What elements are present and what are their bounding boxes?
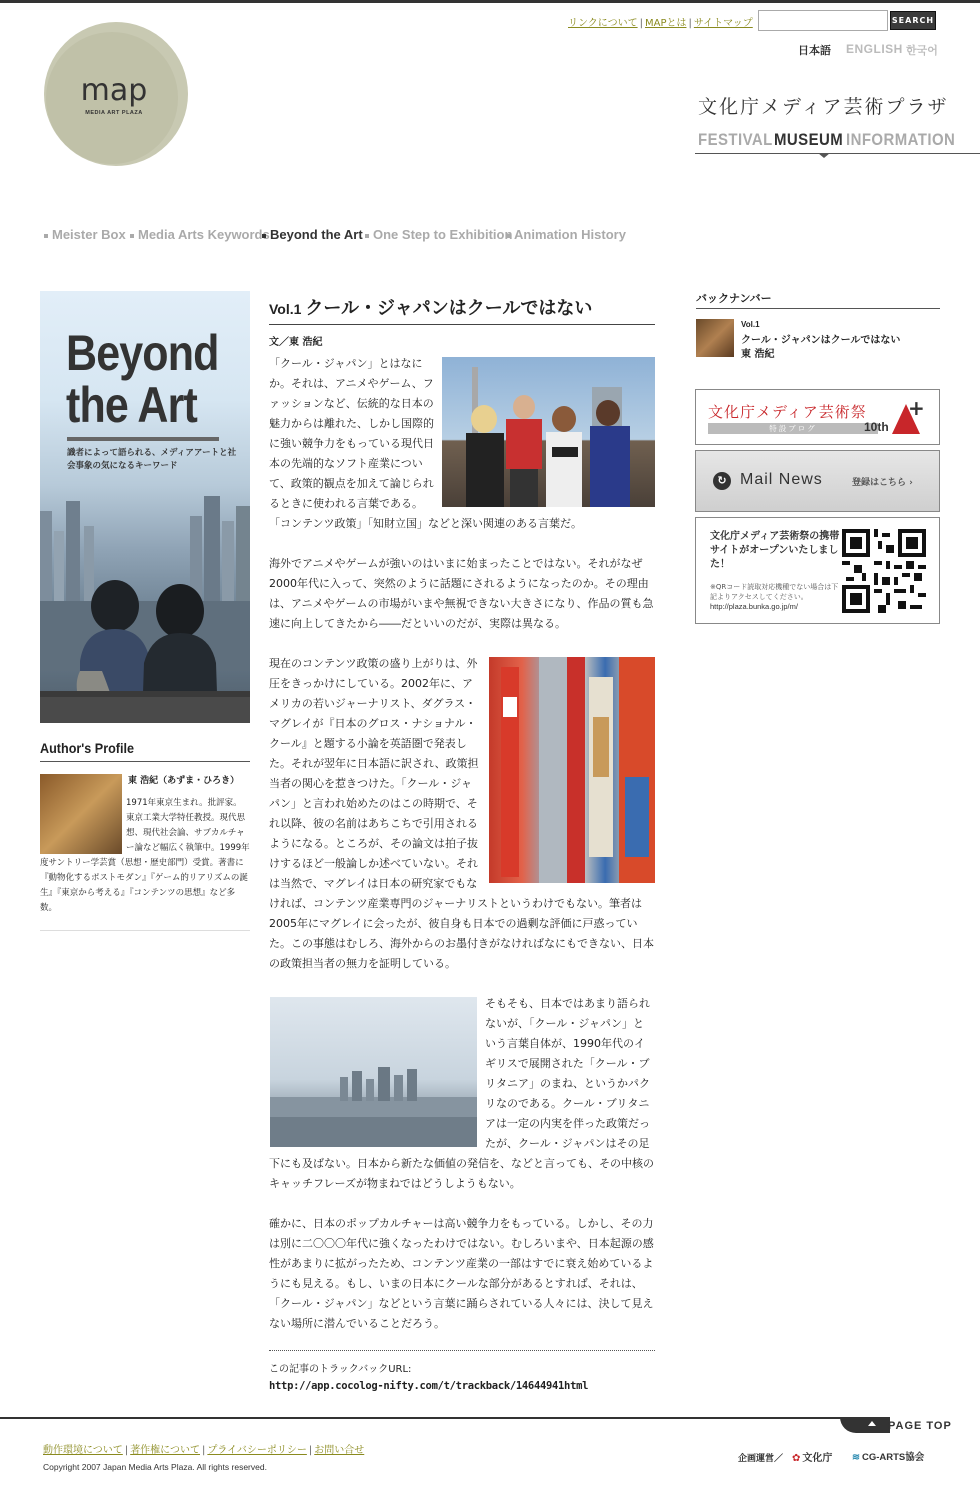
dotted-divider (269, 1350, 655, 1351)
hero-subtitle: 識者によって語られる、メディアアートと社会事象の気になるキーワード (67, 448, 237, 471)
mobile-banner-url[interactable]: http://plaza.bunka.go.jp/m/ (710, 602, 798, 611)
author-bio-text: 1971年東京生まれ。批評家。東京工業大学特任教授。現代思想、現代社会論、サブカルチャー論など幅広く執筆中。1999年度サントリー学芸賞（思想・歴史部門）受賞。著書に『動物化するポストモダン』『ゲーム的リアリズムの誕生』『東京から考える』『コンテンツの思想』など多数。 (40, 798, 250, 913)
footer-link-copyright[interactable]: 著作権について (130, 1445, 200, 1456)
profile-rule (40, 761, 250, 762)
subnav-media-arts-keywords[interactable]: Media Arts Keywords (130, 227, 270, 242)
separator: | (688, 18, 692, 29)
footer-link-environment[interactable]: 動作環境について (43, 1445, 123, 1456)
separator: | (124, 1445, 129, 1456)
hero-title-line1: Beyond (66, 325, 219, 381)
chevron-right-icon: › (909, 478, 913, 488)
org-cgarts-logo[interactable] (852, 1449, 924, 1463)
mail-banner-link (852, 475, 913, 488)
hero-rule (67, 437, 219, 441)
mail-banner-title: Mail News (740, 471, 823, 488)
trackback-label: この記事のトラックバックURL: (269, 1364, 412, 1375)
article-paragraph-5: 確かに、日本のポップカルチャーは高い競争力をもっている。しかし、その力は別に二〇〇〇年代に強くなったわけではない。むしろいまや、日本起源の感性があまりに拡がったため、コンテンツ産業の一部はすでに衰え始めているようにも見える。もし、いまの日本にクールな部分があるとすれば、それは、「クール・ジャパン」などという言葉に踊らされている人々には、決して見えない場所に潜んでいることだろう。 (269, 1217, 654, 1330)
lang-japanese[interactable]: 日本語 (798, 44, 831, 57)
mobile-site-banner[interactable] (695, 517, 940, 624)
logo-subtext: MEDIA ART PLAZA (85, 110, 143, 116)
subnav-animation-history[interactable]: Animation History (506, 227, 626, 242)
search-input[interactable] (758, 10, 888, 31)
hero-title (66, 327, 219, 431)
article-author: 文／東 浩紀 (269, 337, 323, 348)
article-paragraph-3-text: 現在のコンテンツ政策の盛り上がりは、外圧をきっかけにしている。2002年に、アメリカの若いジャーナリスト、ダグラス・マグレイが『日本のグロス・ナショナル・クール』と題する小論を英語圏で発表した。それが翌年に日本語に訳され、政策担当者の関心を惹きつけた。「クール・ジャパン」と言われ始めたのはこの時期で、それ以降、彼の名前はあちこちで引用されるようになる。ところが、その論文は拍子抜けするほど一般論しか述べていない。それは当然で、マグレイは日本の研究家でもなければ、コンテンツ産業専門のジャーナリストというわけでもない。筆者は2005年にマグレイに会ったが、彼自身も日本での過剰な評価に戸惑っていた。この事態はむしろ、海外からのお墨付きがなければなにもできない、日本の政策担当者の無力を証明している。 (269, 657, 654, 970)
hero-title-line2: the Art (66, 377, 197, 433)
bunka-mark-icon: ✿ (792, 1453, 801, 1464)
utility-links (568, 14, 753, 29)
qr-code-icon (842, 529, 926, 613)
backnumber-author: 東 浩紀 (741, 349, 775, 360)
article-paragraph-4-text: そもそも、日本ではあまり語られないが、「クール・ジャパン」という言葉自体が、1990年代のイギリスで展開された「クール・ブリタニア」のまね、というかパクリなのである。クール・ブリタニアは一定の内実を伴った政策だったが、クール・ジャパンはその足下にも及ばない。日本から新たな価値の発信を、などと言っても、その中核のキャッチフレーズが物まねではどうしようもない。 (269, 997, 654, 1190)
nav-information[interactable]: INFORMATION (846, 130, 956, 149)
mobile-banner-note: ※QRコード読取対応機種でない場合は下記よりアクセスしてください。 (710, 583, 839, 601)
map-logo[interactable] (42, 20, 190, 168)
mail-banner-link-text: 登録はこちら (852, 478, 907, 488)
article-vol: Vol.1 (269, 301, 302, 317)
festival-blog-banner[interactable] (695, 389, 940, 445)
nav-museum[interactable]: MUSEUM (774, 130, 844, 149)
lang-english[interactable]: ENGLISH (846, 42, 903, 56)
profile-heading: Author's Profile (40, 740, 135, 756)
beyond-the-art-hero (40, 291, 250, 723)
blog-banner-sub: 特設ブログ (708, 423, 878, 434)
trackback-url[interactable]: http://app.cocolog-nifty.com/t/trackback/14644941html (269, 1380, 589, 1392)
article-rule (269, 324, 655, 325)
page-top-button[interactable]: PAGE TOP (888, 1420, 952, 1432)
separator: | (639, 18, 643, 29)
logo-text: map (80, 73, 148, 108)
mail-news-banner[interactable] (695, 450, 940, 512)
mail-arrow-icon: ↻ (713, 472, 731, 490)
article-headline: クール・ジャパンはクールではない (305, 298, 593, 319)
footer-rule (0, 1417, 880, 1419)
page-top-tab[interactable] (840, 1417, 890, 1433)
nav-active-pointer-icon (818, 153, 830, 158)
article-paragraph-3 (269, 654, 655, 974)
author-name: 東 浩紀（あずま・ひろき） (128, 776, 240, 786)
logo-circle-icon (42, 20, 190, 168)
search-button[interactable]: SEARCH (890, 11, 936, 30)
blog-banner-title: 文化庁メディア芸術祭 (708, 403, 867, 421)
backnumber-title-link[interactable]: クール・ジャパンはクールではない (741, 335, 901, 346)
cgarts-mark-icon: ≋ (852, 1452, 860, 1463)
article-paragraph-4 (269, 994, 655, 1194)
separator: | (202, 1445, 206, 1456)
subnav-one-step[interactable]: One Step to Exhibition (365, 227, 512, 242)
footer-links (43, 1441, 364, 1456)
link-sitemap[interactable]: サイトマップ (693, 18, 753, 29)
org-cgarts-name: CG-ARTS協会 (861, 1452, 925, 1463)
subnav-beyond-the-art[interactable]: Beyond the Art (262, 227, 363, 242)
org-bunka-logo[interactable] (792, 1449, 832, 1464)
mobile-banner-title: 文化庁メディア芸術祭の携帯サイトがオープンいたしました！ (710, 531, 840, 570)
blog-banner-badge: 10th (864, 420, 889, 434)
author-bio (40, 796, 250, 916)
organizer-label: 企画運営／ (738, 1454, 784, 1464)
site-title[interactable]: 文化庁メディア芸術プラザ (698, 96, 949, 118)
plus-icon: + (908, 396, 925, 420)
footer-link-contact[interactable]: お問い合せ (314, 1445, 365, 1456)
nav-festival[interactable]: FESTIVAL (698, 130, 773, 149)
main-nav (695, 130, 980, 154)
backnumber-vol: Vol.1 (741, 320, 760, 329)
article-title (269, 294, 592, 320)
subnav-meister-box[interactable]: Meister Box (44, 227, 126, 242)
backnumber-heading: バックナンバー (696, 292, 772, 305)
city-view-illustration (40, 491, 250, 723)
arrow-up-icon (868, 1421, 876, 1426)
link-about-links[interactable]: リンクについて (568, 18, 638, 29)
article-paragraph-1-text: 「クール・ジャパン」とはなにか。それは、アニメやゲーム、ファッションなど、伝統的な日本の魅力からは離れた、しかし国際的に強い競争力をもっている現代日本の先端的なソフト産業について、政策的観点を加えて論じられるときに使われる言葉である。「コンテンツ政策」「知財立国」などと深い関連のある言葉だ。 (269, 357, 582, 530)
footer-link-privacy[interactable]: プライバシーポリシー (207, 1445, 307, 1456)
org-bunka-name: 文化庁 (802, 1453, 833, 1464)
backnumber-rule (696, 308, 940, 309)
copyright: Copyright 2007 Japan Media Arts Plaza. All rights reserved. (43, 1462, 267, 1472)
lang-korean[interactable]: 한국어 (906, 44, 938, 57)
divider (40, 930, 250, 931)
link-about-map[interactable]: MAPとは (644, 18, 687, 29)
article-paragraph-2: 海外でアニメやゲームが強いのはいまに始まったことではない。それがなぜ2000年代に入って、突然のように話題にされるようになったのか。その理由は、アニメやゲームの市場がいまや無視できない大きさになり、作品の質も急速に向上してきたから――だといいのだが、実際は異なる。 (269, 557, 654, 630)
top-bar (0, 0, 980, 3)
article-paragraph-1 (269, 354, 655, 534)
separator: | (308, 1445, 313, 1456)
backnumber-thumbnail[interactable] (696, 319, 734, 357)
